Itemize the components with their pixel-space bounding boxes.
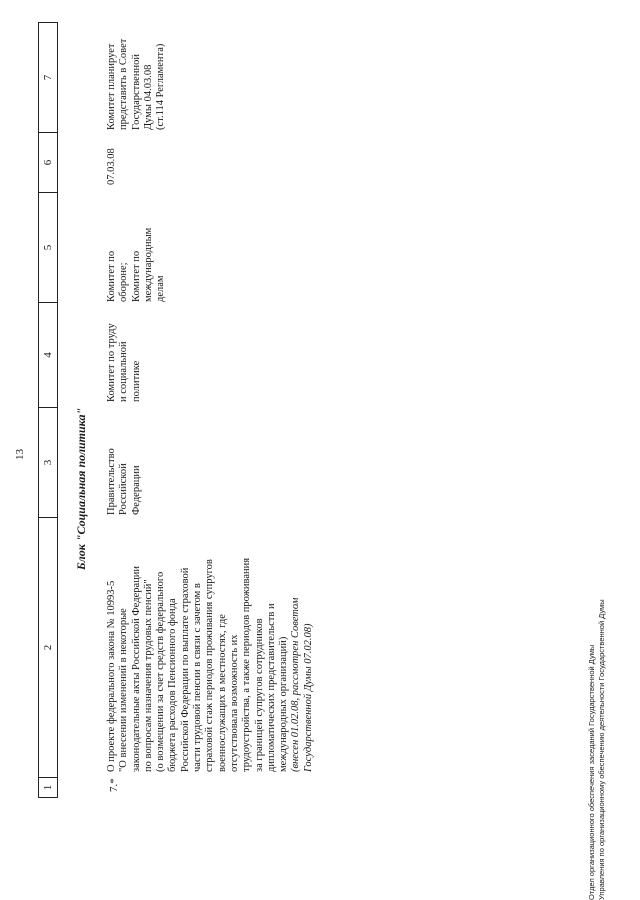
- comment-line: представить в Совет: [118, 38, 130, 130]
- header-cell-5: 5: [39, 192, 57, 302]
- header-cell-3: 3: [39, 407, 57, 517]
- responsible-committee: [106, 323, 143, 402]
- description-line: дипломатических представительств и: [265, 603, 277, 772]
- comment: [106, 39, 167, 130]
- co-committee-line: Комитет по: [106, 250, 117, 302]
- row-number: 7.*: [108, 778, 120, 792]
- description-line: части трудовой пенсии в связи с зачетом в: [192, 583, 204, 772]
- submission-note-line: Государственной Думы 07.02.08): [302, 623, 314, 772]
- description-line: за границей супругов сотрудников: [253, 618, 265, 772]
- footer-line: Управления по организационному обеспечению деятельности Государственной Думы: [597, 599, 606, 900]
- description-line: Российской Федерации по выплате страховой: [179, 567, 191, 772]
- comment-line: Комитет планирует: [106, 43, 117, 130]
- comment-line: Думы 04.03.08: [142, 64, 154, 130]
- committee-line: Комитет по труду: [106, 323, 117, 402]
- header-cell-1: 1: [39, 777, 57, 797]
- description-line: по вопросам назначения трудовых пенсий": [142, 579, 154, 772]
- comment-line: (ст.114 Регламента): [155, 43, 167, 130]
- co-committee-line: обороне;: [118, 262, 130, 302]
- co-committee-line: международным: [142, 227, 154, 302]
- description-line: "О внесении изменений в некоторые: [118, 608, 130, 772]
- description-line: (о возмещении за счет средств федерального: [155, 571, 167, 772]
- table-header-row: [38, 22, 58, 798]
- description-line: бюджета расходов Пенсионного фонда: [167, 598, 179, 772]
- description-line: военнослужащих в местностях, где: [216, 614, 228, 772]
- bill-description: [106, 558, 315, 772]
- header-cell-6: 6: [39, 132, 57, 192]
- footer-line: Отдел организационного обеспечения заседаний Государственной Думы: [587, 644, 596, 900]
- description-line: законодательные акты Российской Федерации: [130, 565, 142, 772]
- description-line: международных организаций): [278, 636, 290, 772]
- description-line: О проекте федерального закона № 10993-5: [106, 580, 117, 772]
- description-line: страховой стаж периодов проживания супругов: [204, 559, 216, 772]
- co-committee-line: Комитет по: [130, 250, 142, 302]
- initiator-line: Правительство: [106, 448, 117, 515]
- review-date: 07.03.08: [106, 148, 117, 185]
- co-committee-line: делам: [155, 275, 167, 302]
- description-line: отсутствовала возможность их: [228, 634, 240, 772]
- header-cell-2: 2: [39, 517, 57, 777]
- initiator-line: Российской: [118, 463, 130, 515]
- comment-line: Государственной: [130, 54, 142, 130]
- committee-line: и социальной: [118, 341, 130, 402]
- co-executor-committees: [106, 228, 167, 302]
- footer: [587, 599, 607, 900]
- initiator-line: Федерации: [130, 465, 142, 515]
- header-cell-7: 7: [42, 74, 54, 81]
- committee-line: политике: [130, 360, 142, 402]
- initiator: [106, 448, 143, 515]
- block-title: Блок "Социальная политика": [74, 407, 88, 570]
- page-number: 13: [14, 449, 26, 460]
- description-line: трудоустройства, а также периодов проживания: [241, 557, 253, 772]
- header-cell-4: 4: [39, 302, 57, 407]
- submission-note-line: (внесен 01.02.08, рассмотрен Советом: [290, 597, 302, 772]
